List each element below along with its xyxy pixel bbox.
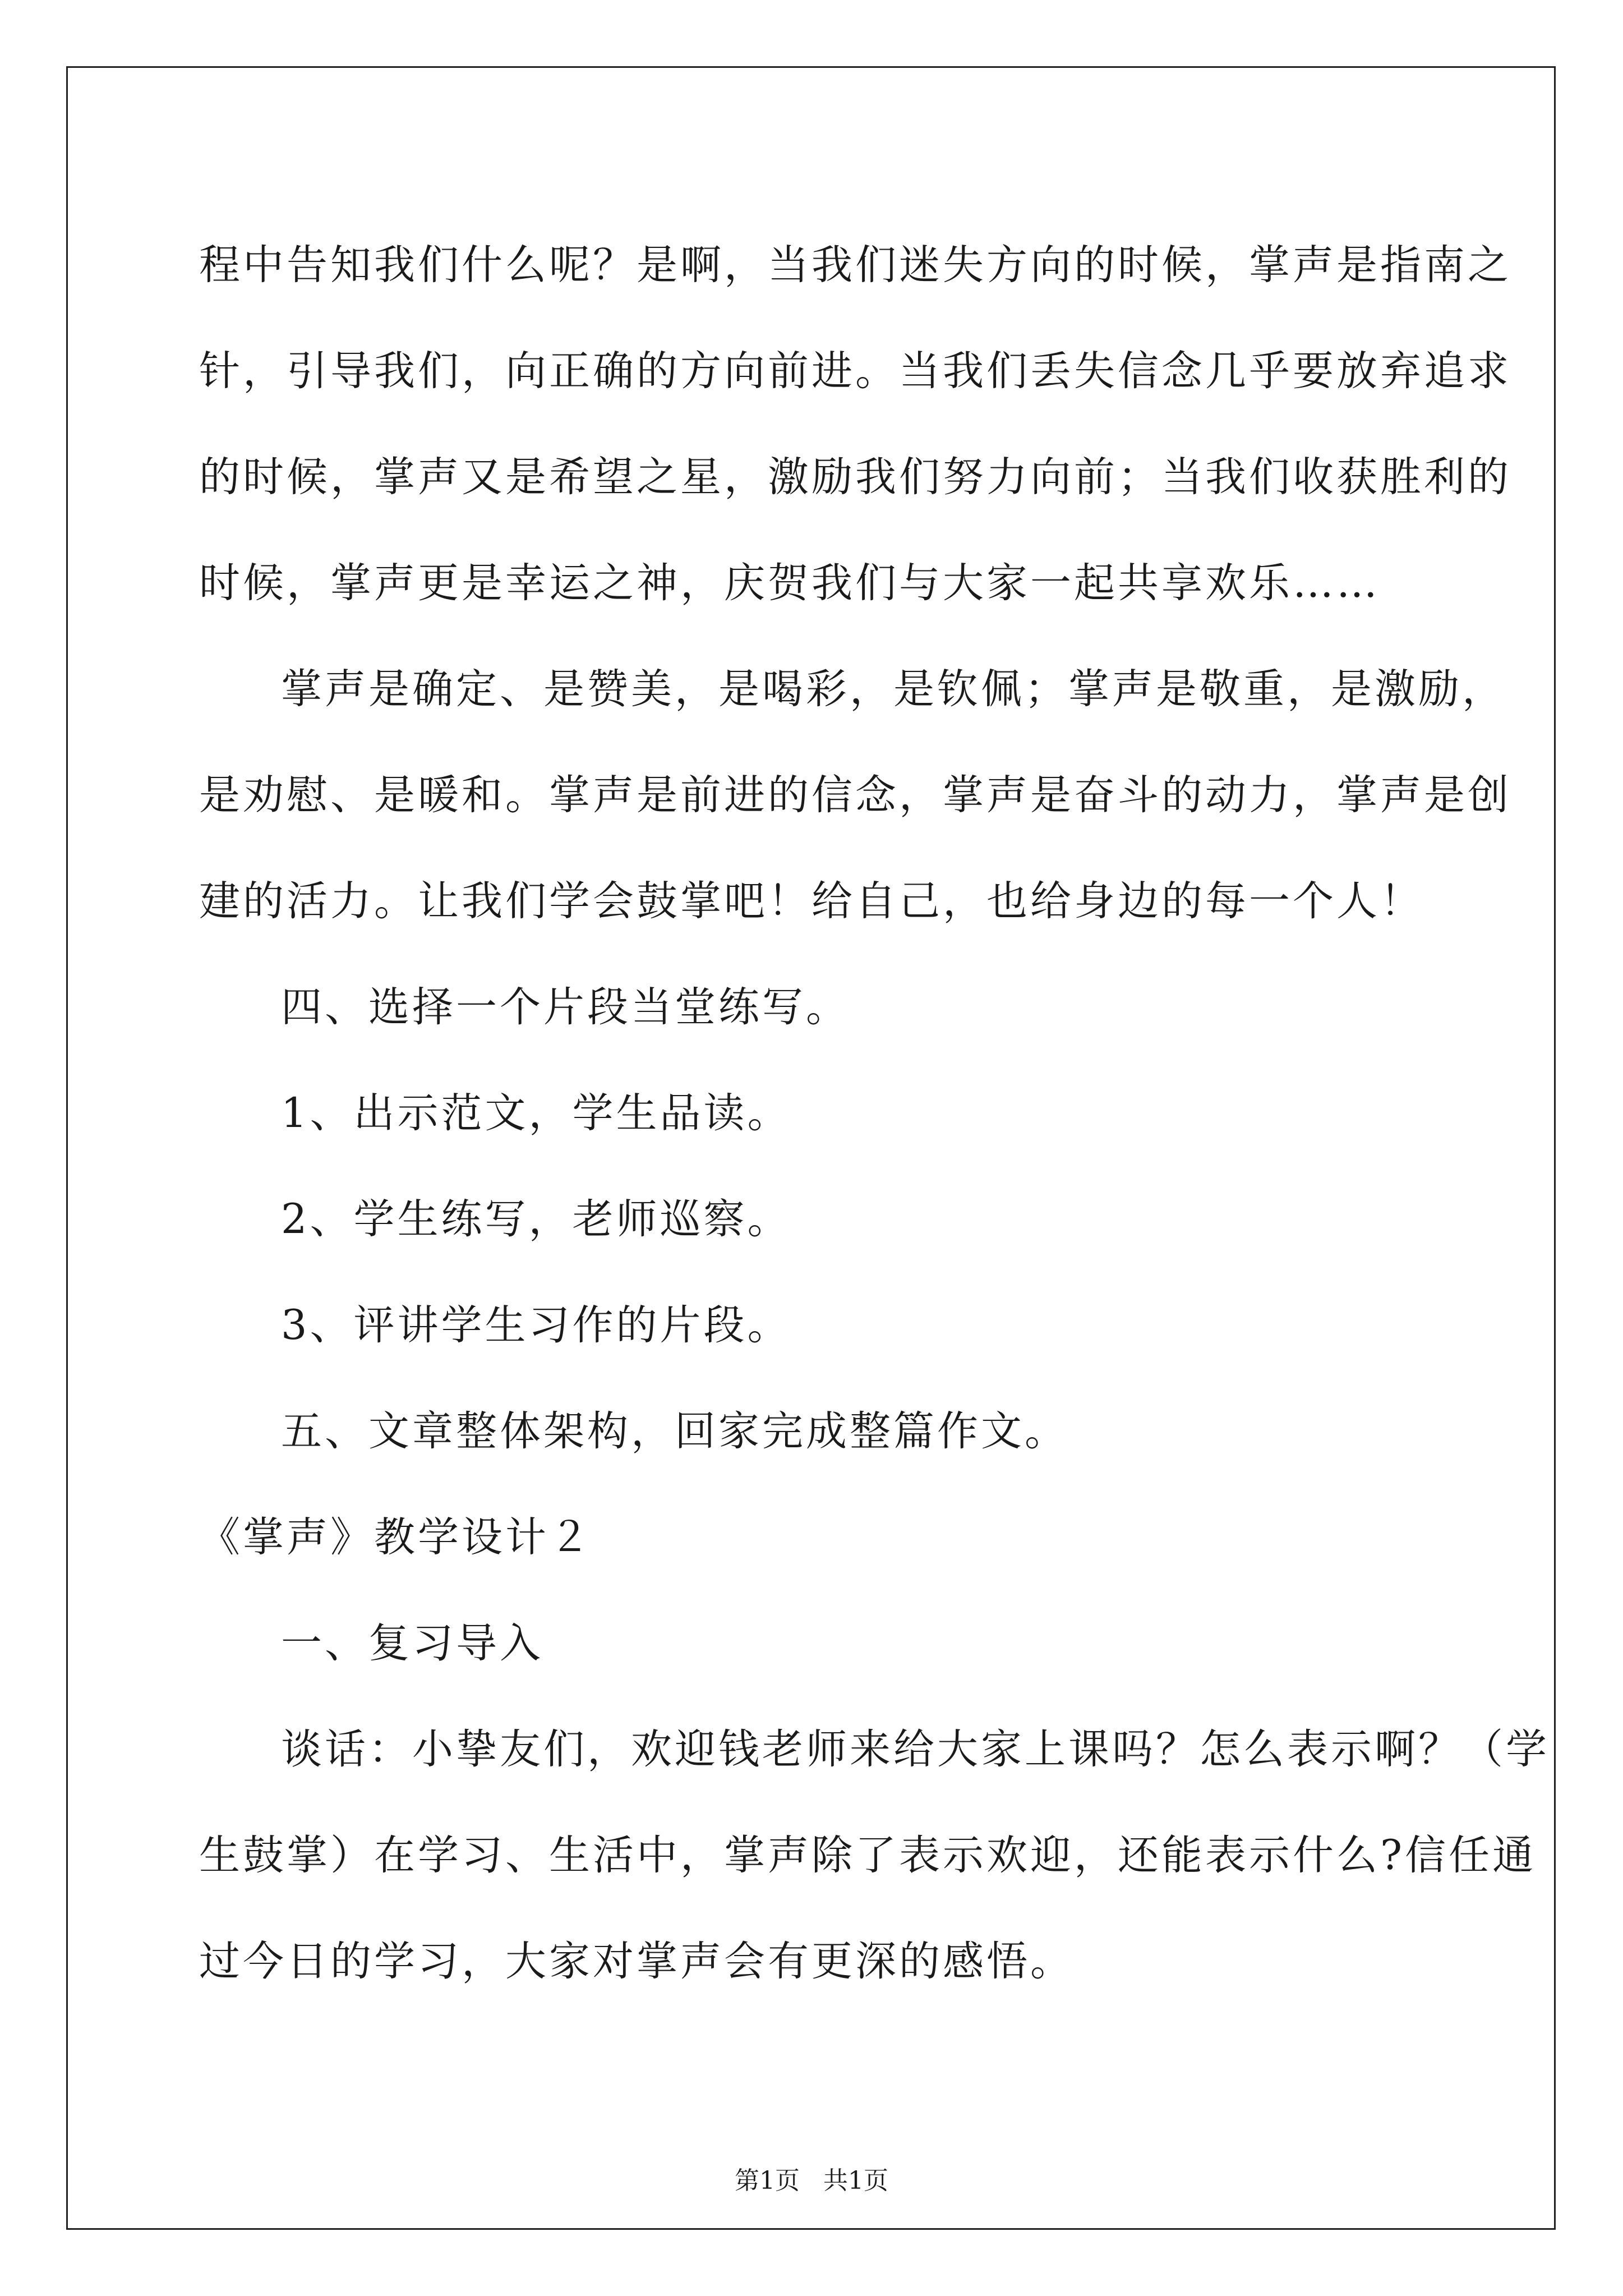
text-line: 掌声是确定、是赞美，是喝彩，是钦佩；掌声是敬重，是激励， <box>281 665 1506 713</box>
text-line: 是劝慰、是暖和。掌声是前进的信念，掌声是奋斗的动力，掌声是创 <box>199 771 1511 819</box>
text-line: 生鼓掌）在学习、生活中，掌声除了表示欢迎，还能表示什么?信任通 <box>199 1832 1537 1879</box>
text-line: 一、复习导入 <box>281 1619 543 1667</box>
text-line: 程中告知我们什么呢？是啊，当我们迷失方向的时候，掌声是指南之 <box>199 241 1511 289</box>
text-line: 时候，掌声更是幸运之神，庆贺我们与大家一起共享欢乐…… <box>199 559 1380 607</box>
text-line: 建的活力。让我们学会鼓掌吧！给自己，也给身边的每一个人！ <box>199 877 1424 925</box>
text-line: 四、选择一个片段当堂练写。 <box>281 983 850 1031</box>
page-footer: 第1页 共1页 <box>735 2166 888 2195</box>
text-line: 1、出示范文，学生品读。 <box>281 1089 791 1137</box>
text-line: 《掌声》教学设计２ <box>199 1513 593 1561</box>
text-line: 3、评讲学生习作的片段。 <box>281 1301 791 1349</box>
text-line: 针，引导我们，向正确的方向前进。当我们丢失信念几乎要放弃追求 <box>199 347 1511 395</box>
text-line: 五、文章整体架构，回家完成整篇作文。 <box>281 1407 1068 1455</box>
text-line: 2、学生练写，老师巡察。 <box>281 1195 791 1243</box>
text-line: 的时候，掌声又是希望之星，激励我们努力向前；当我们收获胜利的 <box>199 453 1511 501</box>
document-body <box>199 212 1550 2014</box>
text-line: 谈话：小挚友们，欢迎钱老师来给大家上课吗？怎么表示啊？（学 <box>281 1726 1550 1773</box>
text-line: 过今日的学习，大家对掌声会有更深的感悟。 <box>199 1938 1074 1985</box>
